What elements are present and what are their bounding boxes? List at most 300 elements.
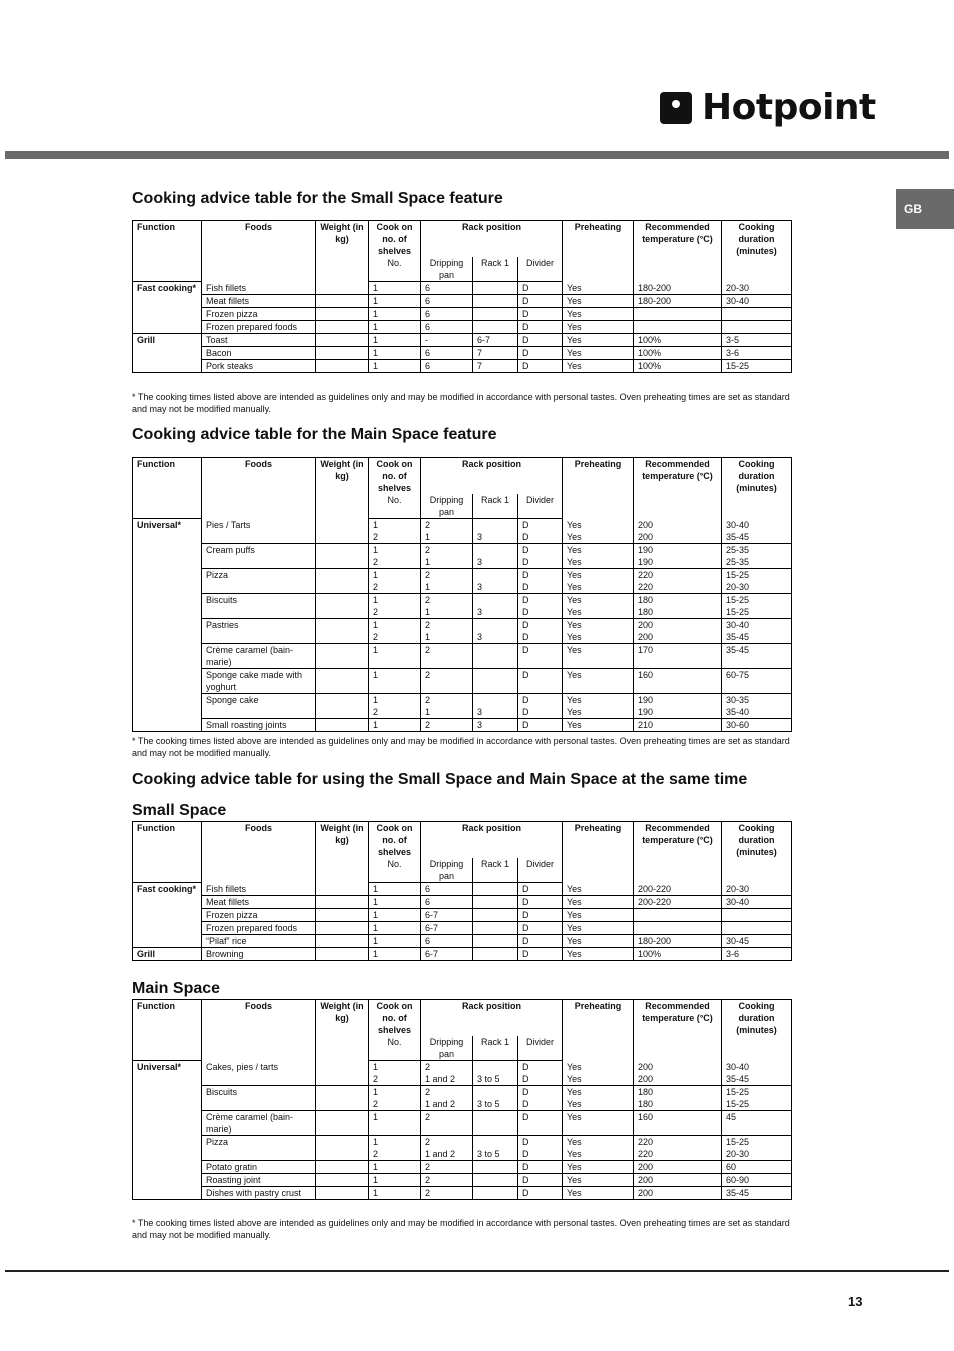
dripping-pan-cell: 6-7 <box>421 948 473 961</box>
duration-cell: 20-30 <box>722 282 792 295</box>
temperature-cell: 180-200 <box>634 282 722 295</box>
preheating-cell: Yes <box>563 1111 634 1136</box>
rack1-cell: 7 <box>473 347 518 360</box>
small-space-table <box>132 220 792 373</box>
preheating-cell: Yes <box>563 334 634 347</box>
function-cell: Fast cooking* <box>133 883 202 896</box>
header-no: No. <box>369 494 421 519</box>
temperature-cell <box>634 308 722 321</box>
shelves-cell: 1 <box>369 1187 421 1200</box>
dripping-pan-cell: 6 <box>421 360 473 373</box>
header-duration: Cooking duration (minutes) <box>722 822 792 883</box>
preheating-cell: Yes <box>563 896 634 909</box>
food-cell: Crème caramel (bain-marie) <box>202 644 316 669</box>
header-dripping-pan: Dripping pan <box>421 257 473 282</box>
preheating-cell: Yes <box>563 719 634 732</box>
rack1-cell: 3 to 5 <box>473 1086 518 1111</box>
section3-note: * The cooking times listed above are intended as guidelines only and may be modified in accordance with personal tastes. Oven preheating times are set as standard and may not be modified manually. <box>132 1218 790 1240</box>
table-row <box>133 321 792 334</box>
function-cell <box>133 1187 202 1200</box>
shelves-cell: 1 <box>369 1161 421 1174</box>
table-row <box>133 544 792 569</box>
header-preheating: Preheating <box>563 458 634 519</box>
weight-cell <box>316 1161 369 1174</box>
weight-cell <box>316 896 369 909</box>
divider-cell: D D <box>518 694 563 719</box>
language-tab: GB <box>896 189 954 229</box>
food-cell: Pies / Tarts <box>202 519 316 544</box>
temperature-cell: 200-220 <box>634 896 722 909</box>
food-cell: Crème caramel (bain-marie) <box>202 1111 316 1136</box>
dripping-pan-cell: 2 1 <box>421 544 473 569</box>
divider-cell: D D <box>518 1136 563 1161</box>
table-row <box>133 360 792 373</box>
header-rack1: Rack 1 <box>473 257 518 282</box>
duration-cell: 60-75 <box>722 669 792 694</box>
dripping-pan-cell: 6 <box>421 321 473 334</box>
duration-cell: 15-25 15-25 <box>722 594 792 619</box>
section2-title: Cooking advice table for the Main Space feature <box>132 426 497 443</box>
food-cell: Pork steaks <box>202 360 316 373</box>
preheating-cell: Yes <box>563 282 634 295</box>
rack1-cell <box>473 883 518 896</box>
duration-cell: 30-35 35-40 <box>722 694 792 719</box>
section1-title: Cooking advice table for the Small Space feature <box>132 190 503 207</box>
shelves-cell: 1 2 <box>369 544 421 569</box>
weight-cell <box>316 1174 369 1187</box>
divider-cell: D <box>518 948 563 961</box>
table-row <box>133 948 792 961</box>
function-cell <box>133 619 202 644</box>
shelves-cell: 1 <box>369 360 421 373</box>
dripping-pan-cell: 2 <box>421 719 473 732</box>
function-cell <box>133 321 202 334</box>
duration-cell <box>722 321 792 334</box>
preheating-cell: Yes <box>563 669 634 694</box>
function-cell <box>133 1136 202 1161</box>
temperature-cell: 160 <box>634 1111 722 1136</box>
shelves-cell: 1 2 <box>369 619 421 644</box>
rack1-cell: 3 <box>473 719 518 732</box>
dripping-pan-cell: 6 <box>421 295 473 308</box>
rack1-cell: 3 <box>473 694 518 719</box>
header-rack-position: Rack position <box>421 458 563 495</box>
small-space-subtitle: Small Space <box>132 802 227 819</box>
function-cell <box>133 719 202 732</box>
dripping-pan-cell: 2 1 <box>421 619 473 644</box>
table-row <box>133 935 792 948</box>
table-row <box>133 308 792 321</box>
duration-cell: 30-40 <box>722 295 792 308</box>
header-temperature: Recommended temperature (°C) <box>634 458 722 519</box>
food-cell: Pizza <box>202 1136 316 1161</box>
function-cell <box>133 360 202 373</box>
temperature-cell <box>634 922 722 935</box>
shelves-cell: 1 <box>369 922 421 935</box>
header-rack-position: Rack position <box>421 1000 563 1037</box>
divider-cell: D D <box>518 569 563 594</box>
table-row <box>133 1136 792 1161</box>
dripping-pan-cell: 6 <box>421 308 473 321</box>
header-divider: Divider <box>518 858 563 883</box>
weight-cell <box>316 594 369 619</box>
header-foods: Foods <box>202 221 316 282</box>
shelves-cell: 1 <box>369 347 421 360</box>
duration-cell: 3-6 <box>722 948 792 961</box>
divider-cell: D <box>518 883 563 896</box>
temperature-cell: 220 220 <box>634 569 722 594</box>
header-function: Function <box>137 459 175 469</box>
food-cell: Small roasting joints <box>202 719 316 732</box>
shelves-cell: 1 2 <box>369 594 421 619</box>
temperature-cell: 200 200 <box>634 619 722 644</box>
table-row <box>133 909 792 922</box>
function-cell <box>133 669 202 694</box>
header-weight: Weight (in kg) <box>316 458 369 519</box>
duration-cell <box>722 909 792 922</box>
weight-cell <box>316 922 369 935</box>
food-cell: Browning <box>202 948 316 961</box>
duration-cell: 15-25 <box>722 360 792 373</box>
shelves-cell: 1 <box>369 935 421 948</box>
duration-cell <box>722 922 792 935</box>
divider-cell: D D <box>518 594 563 619</box>
food-cell: Frozen prepared foods <box>202 321 316 334</box>
function-cell <box>133 909 202 922</box>
header-cook-on: Cook on no. of shelves <box>369 1000 421 1037</box>
duration-cell: 3-5 <box>722 334 792 347</box>
function-cell <box>133 594 202 619</box>
temperature-cell: 180 180 <box>634 1086 722 1111</box>
header-divider: Divider <box>518 1036 563 1061</box>
divider-cell: D <box>518 719 563 732</box>
shelves-cell: 1 <box>369 719 421 732</box>
shelves-cell: 1 <box>369 669 421 694</box>
brand-name: Hotpoint <box>702 87 876 128</box>
preheating-cell: Yes <box>563 321 634 334</box>
food-cell: Pastries <box>202 619 316 644</box>
rack1-cell: 3 to 5 <box>473 1061 518 1086</box>
function-cell <box>133 644 202 669</box>
preheating-cell: Yes Yes <box>563 694 634 719</box>
temperature-cell: 100% <box>634 948 722 961</box>
function-cell: Universal* <box>133 519 202 544</box>
food-cell: Biscuits <box>202 594 316 619</box>
header-divider: Divider <box>518 257 563 282</box>
table-row <box>133 883 792 896</box>
dripping-pan-cell: - <box>421 334 473 347</box>
header-cook-on: Cook on no. of shelves <box>369 822 421 859</box>
food-cell: Sponge cake made with yoghurt <box>202 669 316 694</box>
divider-cell: D D <box>518 1061 563 1086</box>
divider-cell: D D <box>518 519 563 544</box>
food-cell: Bacon <box>202 347 316 360</box>
divider-cell: D <box>518 1161 563 1174</box>
section1-note: * The cooking times listed above are intended as guidelines only and may be modified in accordance with personal tastes. Oven preheating times are set as standard and may not be modified manually. <box>132 392 790 414</box>
header-dripping-pan: Dripping pan <box>421 494 473 519</box>
dripping-pan-cell: 6 <box>421 282 473 295</box>
rack1-cell <box>473 644 518 669</box>
header-temperature: Recommended temperature (°C) <box>634 822 722 883</box>
rack1-cell <box>473 1111 518 1136</box>
temperature-cell: 180-200 <box>634 935 722 948</box>
table-row <box>133 896 792 909</box>
rack1-cell: 3 to 5 <box>473 1136 518 1161</box>
table-row <box>133 619 792 644</box>
weight-cell <box>316 569 369 594</box>
header-temperature: Recommended temperature (°C) <box>634 1000 722 1061</box>
food-cell: Cakes, pies / tarts <box>202 1061 316 1086</box>
preheating-cell: Yes <box>563 948 634 961</box>
food-cell: Fish fillets <box>202 883 316 896</box>
weight-cell <box>316 948 369 961</box>
preheating-cell: Yes Yes <box>563 1086 634 1111</box>
duration-cell: 35-45 <box>722 644 792 669</box>
function-cell <box>133 347 202 360</box>
rack1-cell <box>473 922 518 935</box>
rack1-cell: 3 <box>473 619 518 644</box>
header-rack1: Rack 1 <box>473 494 518 519</box>
divider-cell: D <box>518 334 563 347</box>
header-no: No. <box>369 257 421 282</box>
temperature-cell: 100% <box>634 334 722 347</box>
dripping-pan-cell: 2 1 <box>421 519 473 544</box>
weight-cell <box>316 334 369 347</box>
combined-small-space-table <box>132 821 792 961</box>
divider-cell: D <box>518 1111 563 1136</box>
preheating-cell: Yes Yes <box>563 594 634 619</box>
function-cell <box>133 694 202 719</box>
header-bar <box>5 151 949 159</box>
shelves-cell: 1 <box>369 308 421 321</box>
preheating-cell: Yes Yes <box>563 1136 634 1161</box>
rack1-cell <box>473 669 518 694</box>
header-preheating: Preheating <box>563 822 634 883</box>
divider-cell: D <box>518 321 563 334</box>
header-foods: Foods <box>202 1000 316 1061</box>
preheating-cell: Yes Yes <box>563 1061 634 1086</box>
food-cell: Biscuits <box>202 1086 316 1111</box>
table-row <box>133 519 792 544</box>
dripping-pan-cell: 2 1 and 2 <box>421 1086 473 1111</box>
function-cell <box>133 935 202 948</box>
rack1-cell <box>473 321 518 334</box>
dripping-pan-cell: 6 <box>421 883 473 896</box>
dripping-pan-cell: 2 <box>421 1174 473 1187</box>
dripping-pan-cell: 2 <box>421 1111 473 1136</box>
food-cell: Frozen pizza <box>202 909 316 922</box>
header-no: No. <box>369 1036 421 1061</box>
table-row <box>133 295 792 308</box>
header-duration: Cooking duration (minutes) <box>722 221 792 282</box>
table-row <box>133 1187 792 1200</box>
dripping-pan-cell: 2 1 <box>421 569 473 594</box>
header-rack1: Rack 1 <box>473 858 518 883</box>
rack1-cell <box>473 1161 518 1174</box>
duration-cell: 60 <box>722 1161 792 1174</box>
food-cell: “Pilaf” rice <box>202 935 316 948</box>
preheating-cell: Yes <box>563 644 634 669</box>
temperature-cell: 200 200 <box>634 1061 722 1086</box>
temperature-cell: 170 <box>634 644 722 669</box>
function-cell <box>133 1111 202 1136</box>
function-cell <box>133 1086 202 1111</box>
function-cell <box>133 295 202 308</box>
preheating-cell: Yes <box>563 1161 634 1174</box>
rack1-cell: 6-7 <box>473 334 518 347</box>
temperature-cell: 200 200 <box>634 519 722 544</box>
weight-cell <box>316 883 369 896</box>
main-space-subtitle: Main Space <box>132 980 221 997</box>
function-cell: Fast cooking* <box>133 282 202 295</box>
table-row <box>133 1111 792 1136</box>
weight-cell <box>316 347 369 360</box>
function-cell <box>133 308 202 321</box>
preheating-cell: Yes <box>563 308 634 321</box>
header-foods: Foods <box>202 822 316 883</box>
brand-logo-mark-icon <box>660 92 692 124</box>
table-row <box>133 694 792 719</box>
rack1-cell <box>473 935 518 948</box>
temperature-cell: 200 <box>634 1187 722 1200</box>
shelves-cell: 1 <box>369 896 421 909</box>
shelves-cell: 1 <box>369 1111 421 1136</box>
function-cell: Grill <box>133 948 202 961</box>
shelves-cell: 1 2 <box>369 1136 421 1161</box>
temperature-cell: 220 220 <box>634 1136 722 1161</box>
dripping-pan-cell: 6 <box>421 935 473 948</box>
header-function: Function <box>137 222 175 232</box>
rack1-cell <box>473 308 518 321</box>
header-duration: Cooking duration (minutes) <box>722 458 792 519</box>
header-function: Function <box>137 1001 175 1011</box>
rack1-cell <box>473 1174 518 1187</box>
temperature-cell <box>634 909 722 922</box>
header-foods: Foods <box>202 458 316 519</box>
weight-cell <box>316 644 369 669</box>
divider-cell: D <box>518 896 563 909</box>
table-row <box>133 719 792 732</box>
weight-cell <box>316 360 369 373</box>
table-row <box>133 1086 792 1111</box>
preheating-cell: Yes <box>563 1187 634 1200</box>
temperature-cell: 200 <box>634 1174 722 1187</box>
temperature-cell: 200-220 <box>634 883 722 896</box>
weight-cell <box>316 669 369 694</box>
preheating-cell: Yes <box>563 922 634 935</box>
duration-cell: 60-90 <box>722 1174 792 1187</box>
divider-cell: D <box>518 1174 563 1187</box>
weight-cell <box>316 1061 369 1086</box>
table-row <box>133 669 792 694</box>
dripping-pan-cell: 2 <box>421 644 473 669</box>
header-dripping-pan: Dripping pan <box>421 1036 473 1061</box>
table-row <box>133 347 792 360</box>
rack1-cell: 3 <box>473 594 518 619</box>
preheating-cell: Yes <box>563 935 634 948</box>
main-space-table <box>132 457 792 732</box>
food-cell: Dishes with pastry crust <box>202 1187 316 1200</box>
shelves-cell: 1 <box>369 321 421 334</box>
duration-cell <box>722 308 792 321</box>
divider-cell: D <box>518 669 563 694</box>
rack1-cell <box>473 295 518 308</box>
dripping-pan-cell: 2 1 <box>421 594 473 619</box>
weight-cell <box>316 519 369 544</box>
duration-cell: 30-60 <box>722 719 792 732</box>
preheating-cell: Yes Yes <box>563 569 634 594</box>
dripping-pan-cell: 2 <box>421 1187 473 1200</box>
food-cell: Roasting joint <box>202 1174 316 1187</box>
header-weight: Weight (in kg) <box>316 221 369 282</box>
function-cell <box>133 544 202 569</box>
function-cell <box>133 922 202 935</box>
table-row <box>133 594 792 619</box>
divider-cell: D <box>518 935 563 948</box>
table-row <box>133 644 792 669</box>
header-divider: Divider <box>518 494 563 519</box>
duration-cell: 3-6 <box>722 347 792 360</box>
shelves-cell: 1 <box>369 295 421 308</box>
rack1-cell <box>473 909 518 922</box>
duration-cell: 15-25 20-30 <box>722 569 792 594</box>
weight-cell <box>316 1086 369 1111</box>
weight-cell <box>316 719 369 732</box>
duration-cell: 30-40 <box>722 896 792 909</box>
divider-cell: D <box>518 1187 563 1200</box>
temperature-cell: 100% <box>634 360 722 373</box>
table-row <box>133 569 792 594</box>
header-weight: Weight (in kg) <box>316 822 369 883</box>
duration-cell: 30-40 35-45 <box>722 1061 792 1086</box>
header-cook-on: Cook on no. of shelves <box>369 458 421 495</box>
header-cook-on: Cook on no. of shelves <box>369 221 421 258</box>
divider-cell: D <box>518 347 563 360</box>
rack1-cell: 3 <box>473 569 518 594</box>
shelves-cell: 1 2 <box>369 694 421 719</box>
divider-cell: D <box>518 295 563 308</box>
temperature-cell: 190 190 <box>634 544 722 569</box>
header-preheating: Preheating <box>563 1000 634 1061</box>
header-rack-position: Rack position <box>421 221 563 258</box>
function-cell <box>133 569 202 594</box>
preheating-cell: Yes Yes <box>563 519 634 544</box>
food-cell: Cream puffs <box>202 544 316 569</box>
weight-cell <box>316 308 369 321</box>
temperature-cell: 100% <box>634 347 722 360</box>
weight-cell <box>316 694 369 719</box>
duration-cell: 30-40 35-45 <box>722 619 792 644</box>
preheating-cell: Yes <box>563 883 634 896</box>
dripping-pan-cell: 6 <box>421 896 473 909</box>
temperature-cell: 180 180 <box>634 594 722 619</box>
temperature-cell: 180-200 <box>634 295 722 308</box>
duration-cell: 35-45 <box>722 1187 792 1200</box>
footer-rule <box>5 1270 949 1272</box>
dripping-pan-cell: 6-7 <box>421 909 473 922</box>
weight-cell <box>316 321 369 334</box>
function-cell <box>133 1174 202 1187</box>
rack1-cell: 3 <box>473 544 518 569</box>
weight-cell <box>316 909 369 922</box>
preheating-cell: Yes <box>563 909 634 922</box>
duration-cell: 30-40 35-45 <box>722 519 792 544</box>
header-temperature: Recommended temperature (°C) <box>634 221 722 282</box>
dripping-pan-cell: 2 1 <box>421 694 473 719</box>
duration-cell: 15-25 15-25 <box>722 1086 792 1111</box>
rack1-cell <box>473 896 518 909</box>
food-cell: Fish fillets <box>202 282 316 295</box>
